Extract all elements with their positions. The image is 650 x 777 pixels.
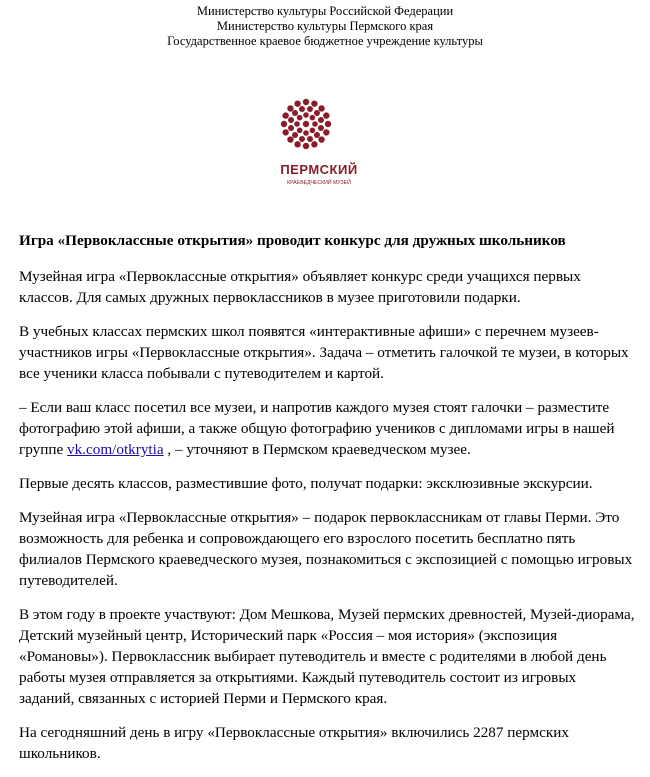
emblem-dot [294, 100, 300, 106]
emblem-dot [314, 110, 320, 116]
paragraph-instructions [19, 397, 635, 460]
logo-name-text: ПЕРМСКИЙ [280, 162, 358, 177]
emblem-dot [299, 136, 305, 142]
emblem-center-dot [303, 121, 309, 127]
emblem-dot [312, 121, 318, 127]
vk-group-link[interactable]: vk.com/otkrytia [67, 441, 164, 458]
header-line-ministry-federal: Министерство культуры Российской Федерации [196, 4, 454, 18]
emblem-dot [323, 129, 329, 135]
emblem-dot [311, 100, 317, 106]
emblem-dot [287, 136, 293, 142]
emblem-dot [288, 117, 294, 123]
emblem-dot [281, 121, 287, 127]
emblem-dot [282, 112, 288, 118]
paragraph-instructions-tail: , – уточняют в Пермском краеведческом музее. [163, 441, 471, 458]
emblem-dot [288, 125, 294, 131]
emblem-dot [292, 132, 298, 138]
emblem-dot [318, 105, 324, 111]
emblem-dot [303, 112, 309, 118]
emblem-dot [294, 121, 300, 127]
emblem-dot [314, 132, 320, 138]
paragraph-participants: В этом году в проекте участвуют: Дом Мешкова, Музей пермских древностей, Музей-диорама, Детский музейный центр, Исторический парк «Россия – моя история» (экспозиция «Романовы»). Первоклассник выбирает путеводитель и вместе с родителями в любой день работы музея отправляется за открытиями. Каждый путеводитель состоит из игровых заданий, связанных с историей Перми и Пермского края. [19, 606, 635, 707]
emblem-dot [323, 112, 329, 118]
emblem-dot [303, 99, 309, 105]
paragraph-intro: Музейная игра «Первоклассные открытия» объявляет конкурс среди учащихся первых классов. Для самых дружных первоклассников в музее приготовили подарки. [19, 268, 581, 306]
paragraph-stats: На сегодняшний день в игру «Первоклассные открытия» включились 2287 пермских школьников. [19, 724, 569, 762]
emblem-dot [297, 128, 303, 134]
emblem-dot [307, 106, 313, 112]
emblem-dot [282, 129, 288, 135]
header-line-institution: Государственное краевое бюджетное учреждение культуры [167, 34, 483, 48]
emblem-dot [318, 125, 324, 131]
article [19, 232, 635, 777]
emblem-dot [287, 105, 293, 111]
museum-emblem-icon [263, 96, 373, 196]
emblem-dot [292, 110, 298, 116]
emblem-dot [307, 136, 313, 142]
emblem-dot [303, 143, 309, 149]
emblem-dot [325, 121, 331, 127]
document-header [0, 4, 650, 49]
emblem-dot [297, 115, 303, 121]
emblem-dot [294, 141, 300, 147]
emblem-dot [299, 106, 305, 112]
logo-subtitle-text: КРАЕВЕДЧЕСКИЙ МУЗЕЙ [287, 180, 351, 186]
paragraph-task: В учебных классах пермских школ появятся «интерактивные афиши» с перечнем музеев-участников игры «Первоклассные открытия». Задача – отметить галочкой те музеи, в которых все ученики класса побывали с путеводителем и картой. [19, 323, 629, 382]
emblem-dot [310, 115, 316, 121]
article-title: Игра «Первоклассные открытия» проводит конкурс для дружных школьников [19, 232, 566, 249]
paragraph-instructions-text: – Если ваш класс посетил все музеи, и напротив каждого музея стоят галочки – разместите фотографию этой афиши, а также общую фотографию учеников с дипломами игры в нашей группе [19, 399, 615, 458]
emblem-dot [310, 128, 316, 134]
emblem-dot [303, 130, 309, 136]
emblem-dot [318, 136, 324, 142]
paragraph-prizes: Первые десять классов, разместившие фото, получат подарки: эксклюзивные экскурсии. [19, 475, 593, 492]
emblem-dot [318, 117, 324, 123]
paragraph-gift: Музейная игра «Первоклассные открытия» – подарок первоклассникам от главы Перми. Это возможность для ребенка и сопровождающего его взрослого посетить бесплатно пять филиалов Пермского краеведческого музея, познакомиться с экспозицией с помощью игровых путеводителей. [19, 509, 633, 589]
header-line-ministry-regional: Министерство культуры Пермского края [216, 19, 434, 33]
emblem-dot [311, 141, 317, 147]
perm-museum-logo [263, 96, 373, 196]
